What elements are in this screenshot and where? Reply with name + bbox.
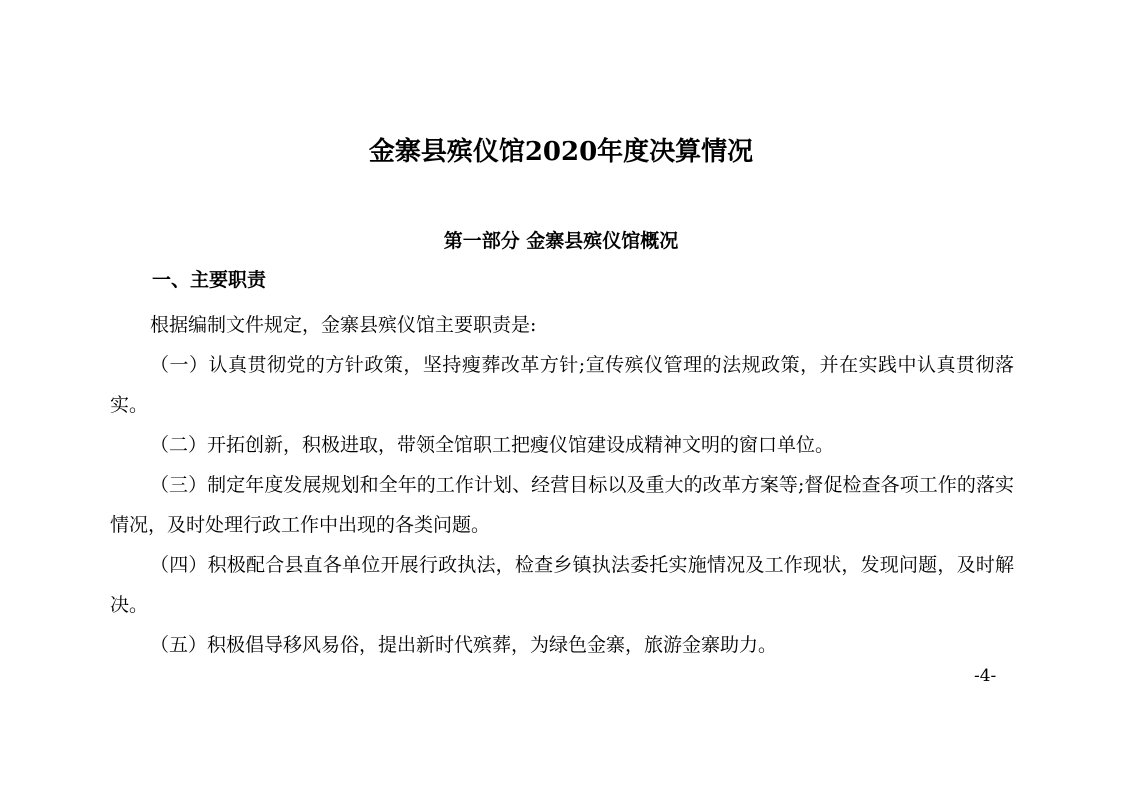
document-title: 金寨县殡仪馆2020年度决算情况	[368, 137, 754, 167]
paragraph-intro: 根据编制文件规定，金寨县殡仪馆主要职责是:	[150, 314, 537, 336]
paragraph-item-3: （三）制定年度发展规划和全年的工作计划、经营目标以及重大的改革方案等;督促检查各项工作的落实情况，及时处理行政工作中出现的各类问题。	[110, 474, 1014, 536]
paragraph-item-5: （五）积极倡导移风易俗，提出新时代殡葬，为绿色金寨，旅游金寨助力。	[150, 634, 778, 656]
section-heading: 一、主要职责	[152, 269, 267, 291]
paragraph-item-2: （二）开拓创新，积极进取，带领全馆职工把瘦仪馆建设成精神文明的窗口单位。	[150, 434, 835, 456]
paragraph-item-4: （四）积极配合县直各单位开展行政执法，检查乡镇执法委托实施情况及工作现状，发现问题，及时解决。	[110, 554, 1014, 616]
page-number: -4-	[974, 666, 997, 686]
part-heading: 第一部分 金寨县殡仪馆概况	[443, 230, 679, 252]
body-text	[110, 305, 1014, 665]
paragraph-item-1: （一）认真贯彻党的方针政策，坚持瘦葬改革方针;宣传殡仪管理的法规政策，并在实践中认真贯彻落实。	[110, 354, 1014, 416]
